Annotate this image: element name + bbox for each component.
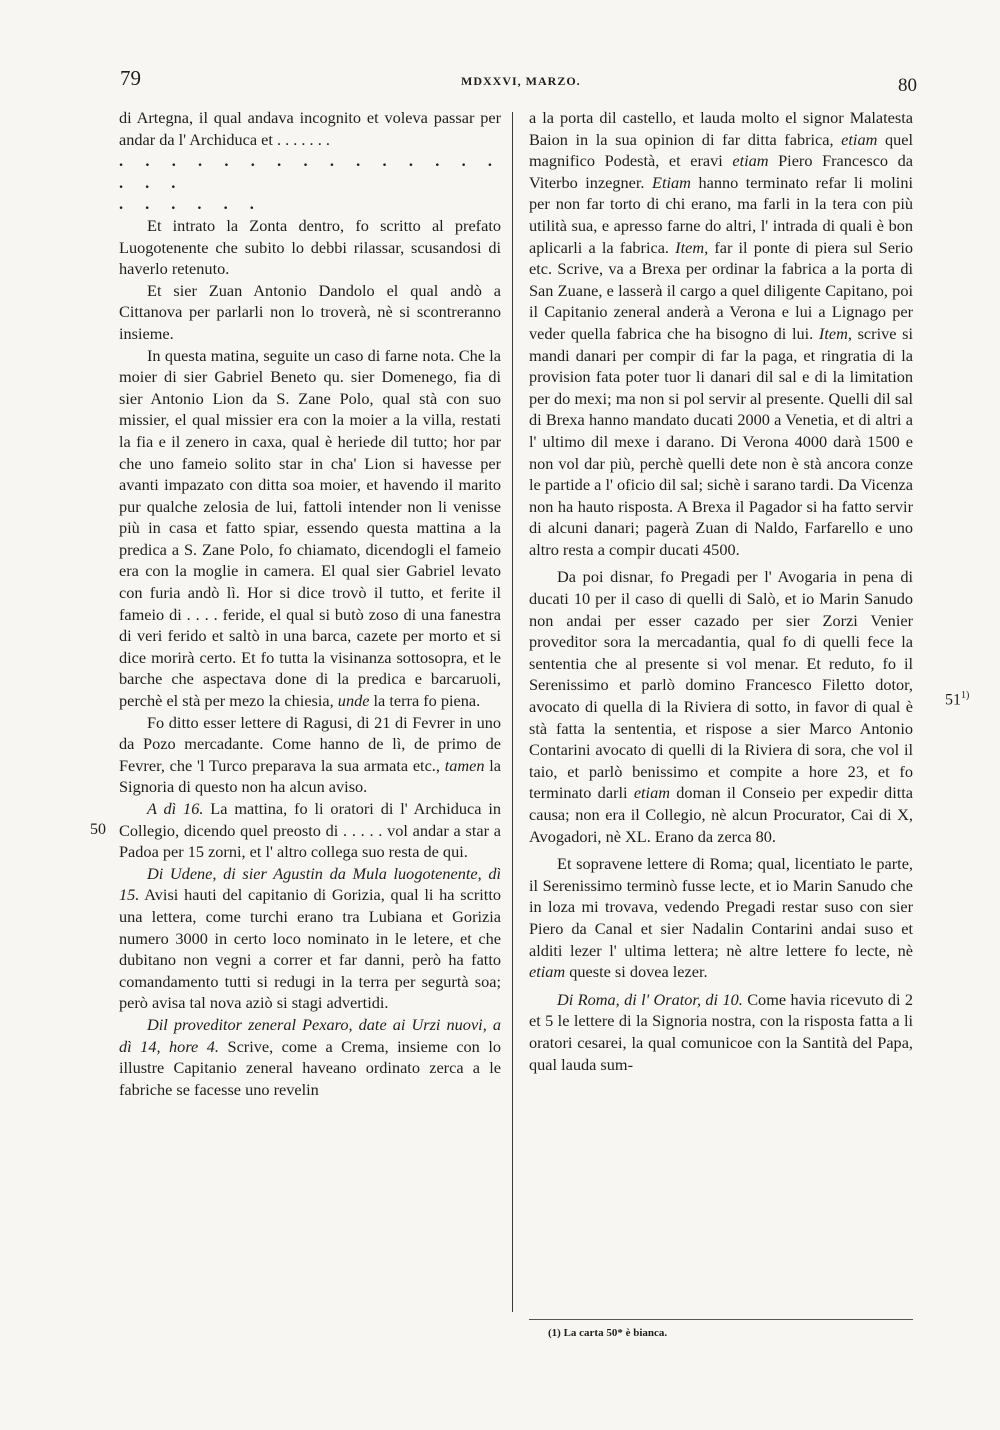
paragraph: In questa matina, seguite un caso di farne nota. Che la moier di sier Gabriel Beneto qu. sier Domenego, fia di sier Antonio Lion da S. Zane Polo, qual stà con suo missier, el qual missier era con la moier a la villa, restati la fia e il zenero in caxa, qual è heriede dil tutto; hor par che uno fameio solito star in cha' Lion si havesse per avanti impazato con ditta soa moier, et havendo il marito pur qualche zelosia de lui, fattoli intender non li venisse più in casa et fatto spiar, essendo questa mattina a la predica a S. Zane Polo, fo chiamato, dicendogli el fameio era con la moglie in camera. El qual sier Gabriel levato con furia andò lì. Hor si dice trovò il tutto, et ferite il fameio di . . . . feride, el qual si butò zoso di una fanestra di veri ferido et saltò in una barca, cazete per morto et si dice morirà certo. Et fo tutta la visinanza sottosopra, et le barche che aspectava done di la predica e barcaruoli, perchè el stà per mezo la chiesia, unde la terra fo piena.	[119, 345, 501, 711]
page-number-right: 80	[898, 75, 917, 96]
margin-folio-note	[945, 690, 969, 709]
margin-folio-sup: 1)	[961, 690, 970, 701]
paragraph: a la porta dil castello, et lauda molto el signor Malatesta Baion in la sua opinion di far ditta fabrica, etiam quel magnifico Podestà, et eravi etiam Piero Francesco da Viterbo inzegner. Etiam hanno terminato refar li molini per non far torto di chi erano, ma farli in la tera con più utilità sua, e apresso farne do altri, l' intrada di quali è bon aplicarli a la fabrica. Item, far il ponte di piera sul Serio etc. Scrive, va a Brexa per ordinar la fabrica a la porta di San Zuane, e lasserà il cargo a quel diligente Capitano, poi il Capitanio zeneral anderà a Verona e lui a Lignago per veder quella fabrica che ha bisogno di lui. Item, scrive si mandi danari per compir di far la paga, et ringratia di la provision fata poter tuor li danari dil sal e di la limitation per do mexi; ma non si pol servir al presente. Quelli dil sal di Brexa hanno mandato ducati 2000 a Venetia, et di altri a l' ultimo dil mexe i darano. Di Verona 4000 darà 1500 e non vol dar più, perchè quelli dete non è stà ancora conze le partide a l' oficio dil sal; sichè i sarano tardi. Da Vicenza non ha hauto risposta. A Brexa il Pagador si ha fatto servir di alcuni danari; pagerà Zuan di Naldo, Farfarello e uno altro resta a compir ducati 4500.	[529, 108, 914, 559]
left-column	[119, 107, 501, 1100]
italic-word: tamen	[444, 755, 485, 775]
right-column	[529, 107, 913, 1075]
italic-word: unde	[337, 691, 370, 711]
letter-heading: Dil proveditor zeneral Pexaro, date ai Urzi nuovi, a dì 14, hore 4.	[119, 1014, 501, 1056]
ellipsis-line: . . . . . . . . . . . . . . . . . .	[119, 151, 501, 192]
paragraph: Et intrato la Zonta dentro, fo scritto al prefato Luogotenente che subito lo debbi rilassar, scusandosi di haverlo retenuto.	[119, 215, 501, 279]
letter-heading: Di Udene, di sier Agustin da Mula luogotenente, dì 15.	[119, 863, 501, 905]
paragraph: Di Udene, di sier Agustin da Mula luogotenente, dì 15. Avisi hauti del capitanio di Gorizia, qual li ha scritto una lettera, come turchi erano tra Lubiana et Gorizia numero 3000 in certo loco nominato in le letere, et che dubitano non vegni a correr et far danni, però ha fatto comandamento tutti si redugi in la terra per segurtà soa; però avisa tal nova aziò si stagi advertidi.	[119, 863, 501, 1013]
running-title: MDXXVI, MARZO.	[461, 74, 581, 88]
paragraph: Di Roma, di l' Orator, di 10. Come havia ricevuto di 2 et 5 le lettere di la Signoria nostra, con la risposta fatta a li oratori cesarei, la qual comunicoe con la Santità del Papa, qual lauda sum-	[529, 989, 913, 1074]
footnote-rule	[529, 1319, 913, 1320]
letter-heading: Di Roma, di l' Orator, di 10.	[557, 989, 743, 1009]
footnote: (1) La carta 50* è bianca.	[548, 1327, 668, 1339]
margin-folio-number: 51	[945, 691, 961, 709]
column-divider	[512, 112, 513, 1312]
paragraph: Dil proveditor zeneral Pexaro, date ai Urzi nuovi, a dì 14, hore 4. Scrive, come a Crema, insieme con lo illustre Capitanio zeneral haveano ordinato zerca a le fabriche se facesse uno revelin	[119, 1014, 501, 1099]
page-number-left: 79	[120, 66, 141, 90]
ellipsis-line: . . . . . .	[119, 194, 263, 214]
page-header	[0, 62, 1000, 102]
paragraph: di Artegna, il qual andava incognito et voleva passar per andar da l' Archiduca et . . . . . . .	[119, 108, 501, 149]
paragraph: Et sopravene lettere di Roma; qual, licentiato le parte, il Serenissimo terminò fusse lecte, et io Marin Sanudo che in loza mi trovava, vedendo Pregadi restar suso con sier Piero da Canal et sier Nadalin Contarini andai suso et alditi lezer l' ultima lettera; nè altre lettere fo lecte, nè etiam queste si dovea lezer.	[529, 854, 913, 982]
paragraph: Da poi disnar, fo Pregadi per l' Avogaria in pena di ducati 10 per il caso di quelli di Salò, et io Marin Sanudo non andai per esser cazado per sier Zorzi Venier proveditor sora la mercadantia, qual fo di quelli fece la sententia che al presente si vol menar. Et reduto, fo il Serenissimo et parlò domino Francesco Filetto dotor, avocato di quella di la Riviera di sotto, in favor di qual è stà fatta la sententia, et rispose a sier Marco Antonio Contarini avocato di quelli di la Riviera di sora, che vol il taio, et parlò benissimo et compite a hore 23, et fo terminato darli etiam doman il Conseio per expedir ditta causa; non era il Collegio, nè alcun Procurator, Cai di X, Avogadori, nè XL. Erano da zerca 80.	[529, 567, 913, 846]
paragraph: Fo ditto esser lettere di Ragusi, di 21 di Fevrer in uno da Pozo mercadante. Come hanno de lì, de primo de Fevrer, che 'l Turco preparava la sua armata etc., tamen la Signoria di questo non ha alcun aviso.	[119, 712, 501, 797]
paragraph: A dì 16. La mattina, fo li oratori di l' Archiduca in Collegio, dicendo quel preosto di . . . . . vol andar a star a Padoa per 15 zorni, et l' altro collega suo resta de qui.	[119, 799, 501, 862]
date-heading: A dì 16.	[147, 799, 204, 818]
paragraph: Et sier Zuan Antonio Dandolo el qual andò a Cittanova per parlarli non lo troverà, nè si scontreranno insieme.	[119, 280, 501, 343]
margin-line-number: 50	[90, 821, 106, 838]
